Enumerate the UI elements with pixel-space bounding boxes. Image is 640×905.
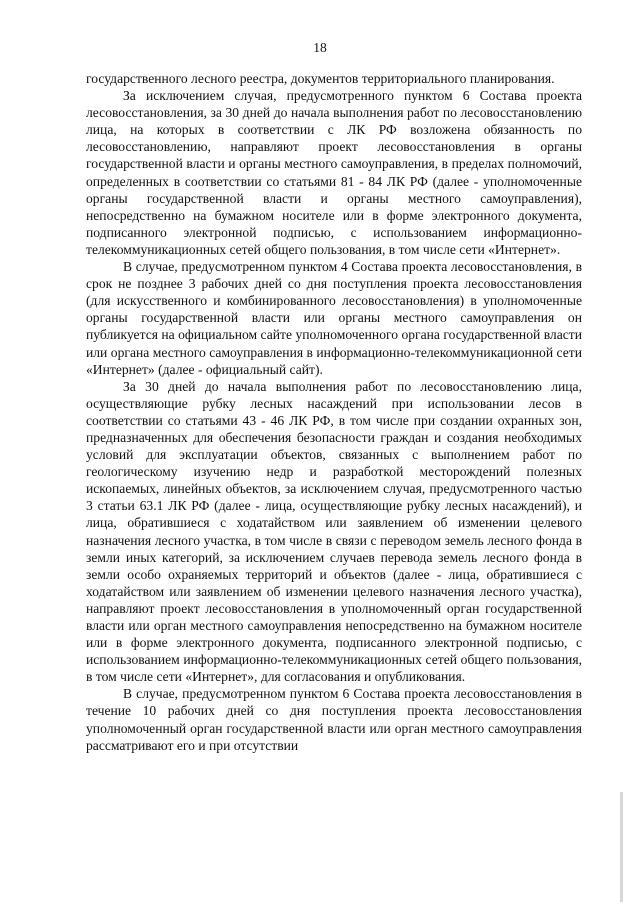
paragraph: В случае, предусмотренном пунктом 4 Состава проекта лесовосстановления, в срок не позднее 3 рабочих дней со дня поступления проекта лесовосстановления (для искусственного и комбинированного лесовосстановления) в уполномоченные органы государственной власти или органы местного самоуправления он публикуется на официальном сайте уполномоченного органа государственной власти или органа местного самоуправления в информационно-телекоммуникационной сети «Интернет» (далее - официальный сайт). [86,259,582,377]
paragraph: За 30 дней до начала выполнения работ по лесовосстановлению лица, осуществляющие рубку лесных насаждений при использовании лесов в соответствии со статьями 43 - 46 ЛК РФ, в том числе при создании охранных зон, предназначенных для обеспечения безопасности граждан и создания необходимых условий для эксплуатации объектов, связанных с выполнением работ по геологическому изучению недр и разработкой месторождений полезных ископаемых, линейных объектов, за исключением случая, предусмотренного частью 3 статьи 63.1 ЛК РФ (далее - лица, осуществляющие рубку лесных насаждений), и лица, обратившиеся с ходатайством или заявлением об изменении целевого назначения лесного участка, в том числе в связи с переводом земель лесного фонда в земли иных категорий, за исключением случаев перевода земель лесного фонда в земли особо охраняемых территорий и объектов (далее - лица, обратившиеся с ходатайством или заявлением об изменении целевого назначения лесного участка), направляют проект лесовосстановления в уполномоченный орган государственной власти или орган местного самоуправления непосредственно на бумажном носителе или в форме электронного документа, подписанного электронной подписью, с использованием информационно-телекоммуникационных сетей общего пользования, в том числе сети «Интернет», для согласования и опубликования. [86,378,582,685]
paragraph: За исключением случая, предусмотренного пунктом 6 Состава проекта лесовосстановления, за 30 дней до начала выполнения работ по лесовосстановлению лица, на которых в соответствии с ЛК РФ возложена обязанность по лесовосстановлению, направляют проект лесовосстановления в органы государственной власти и органы местного самоуправления, в пределах полномочий, определенных в соответствии со статьями 81 - 84 ЛК РФ (далее - уполномоченные органы государственной власти и органы местного самоуправления), непосредственно на бумажном носителе или в форме электронного документа, подписанного электронной подписью, с использованием информационно-телекоммуникационных сетей общего пользования, в том числе сети «Интернет». [86,88,582,257]
body-text [86,70,582,754]
paragraph: В случае, предусмотренном пунктом 6 Состава проекта лесовосстановления в течение 10 рабочих дней со дня поступления проекта лесовосстановления уполномоченный орган государственной власти или орган местного самоуправления рассматривают его и при отсутствии [86,686,582,753]
page-number: 18 [313,40,327,55]
scan-edge-shadow [620,792,623,902]
paragraph-continuation: государственного лесного реестра, документов территориального планирования. [86,71,555,86]
